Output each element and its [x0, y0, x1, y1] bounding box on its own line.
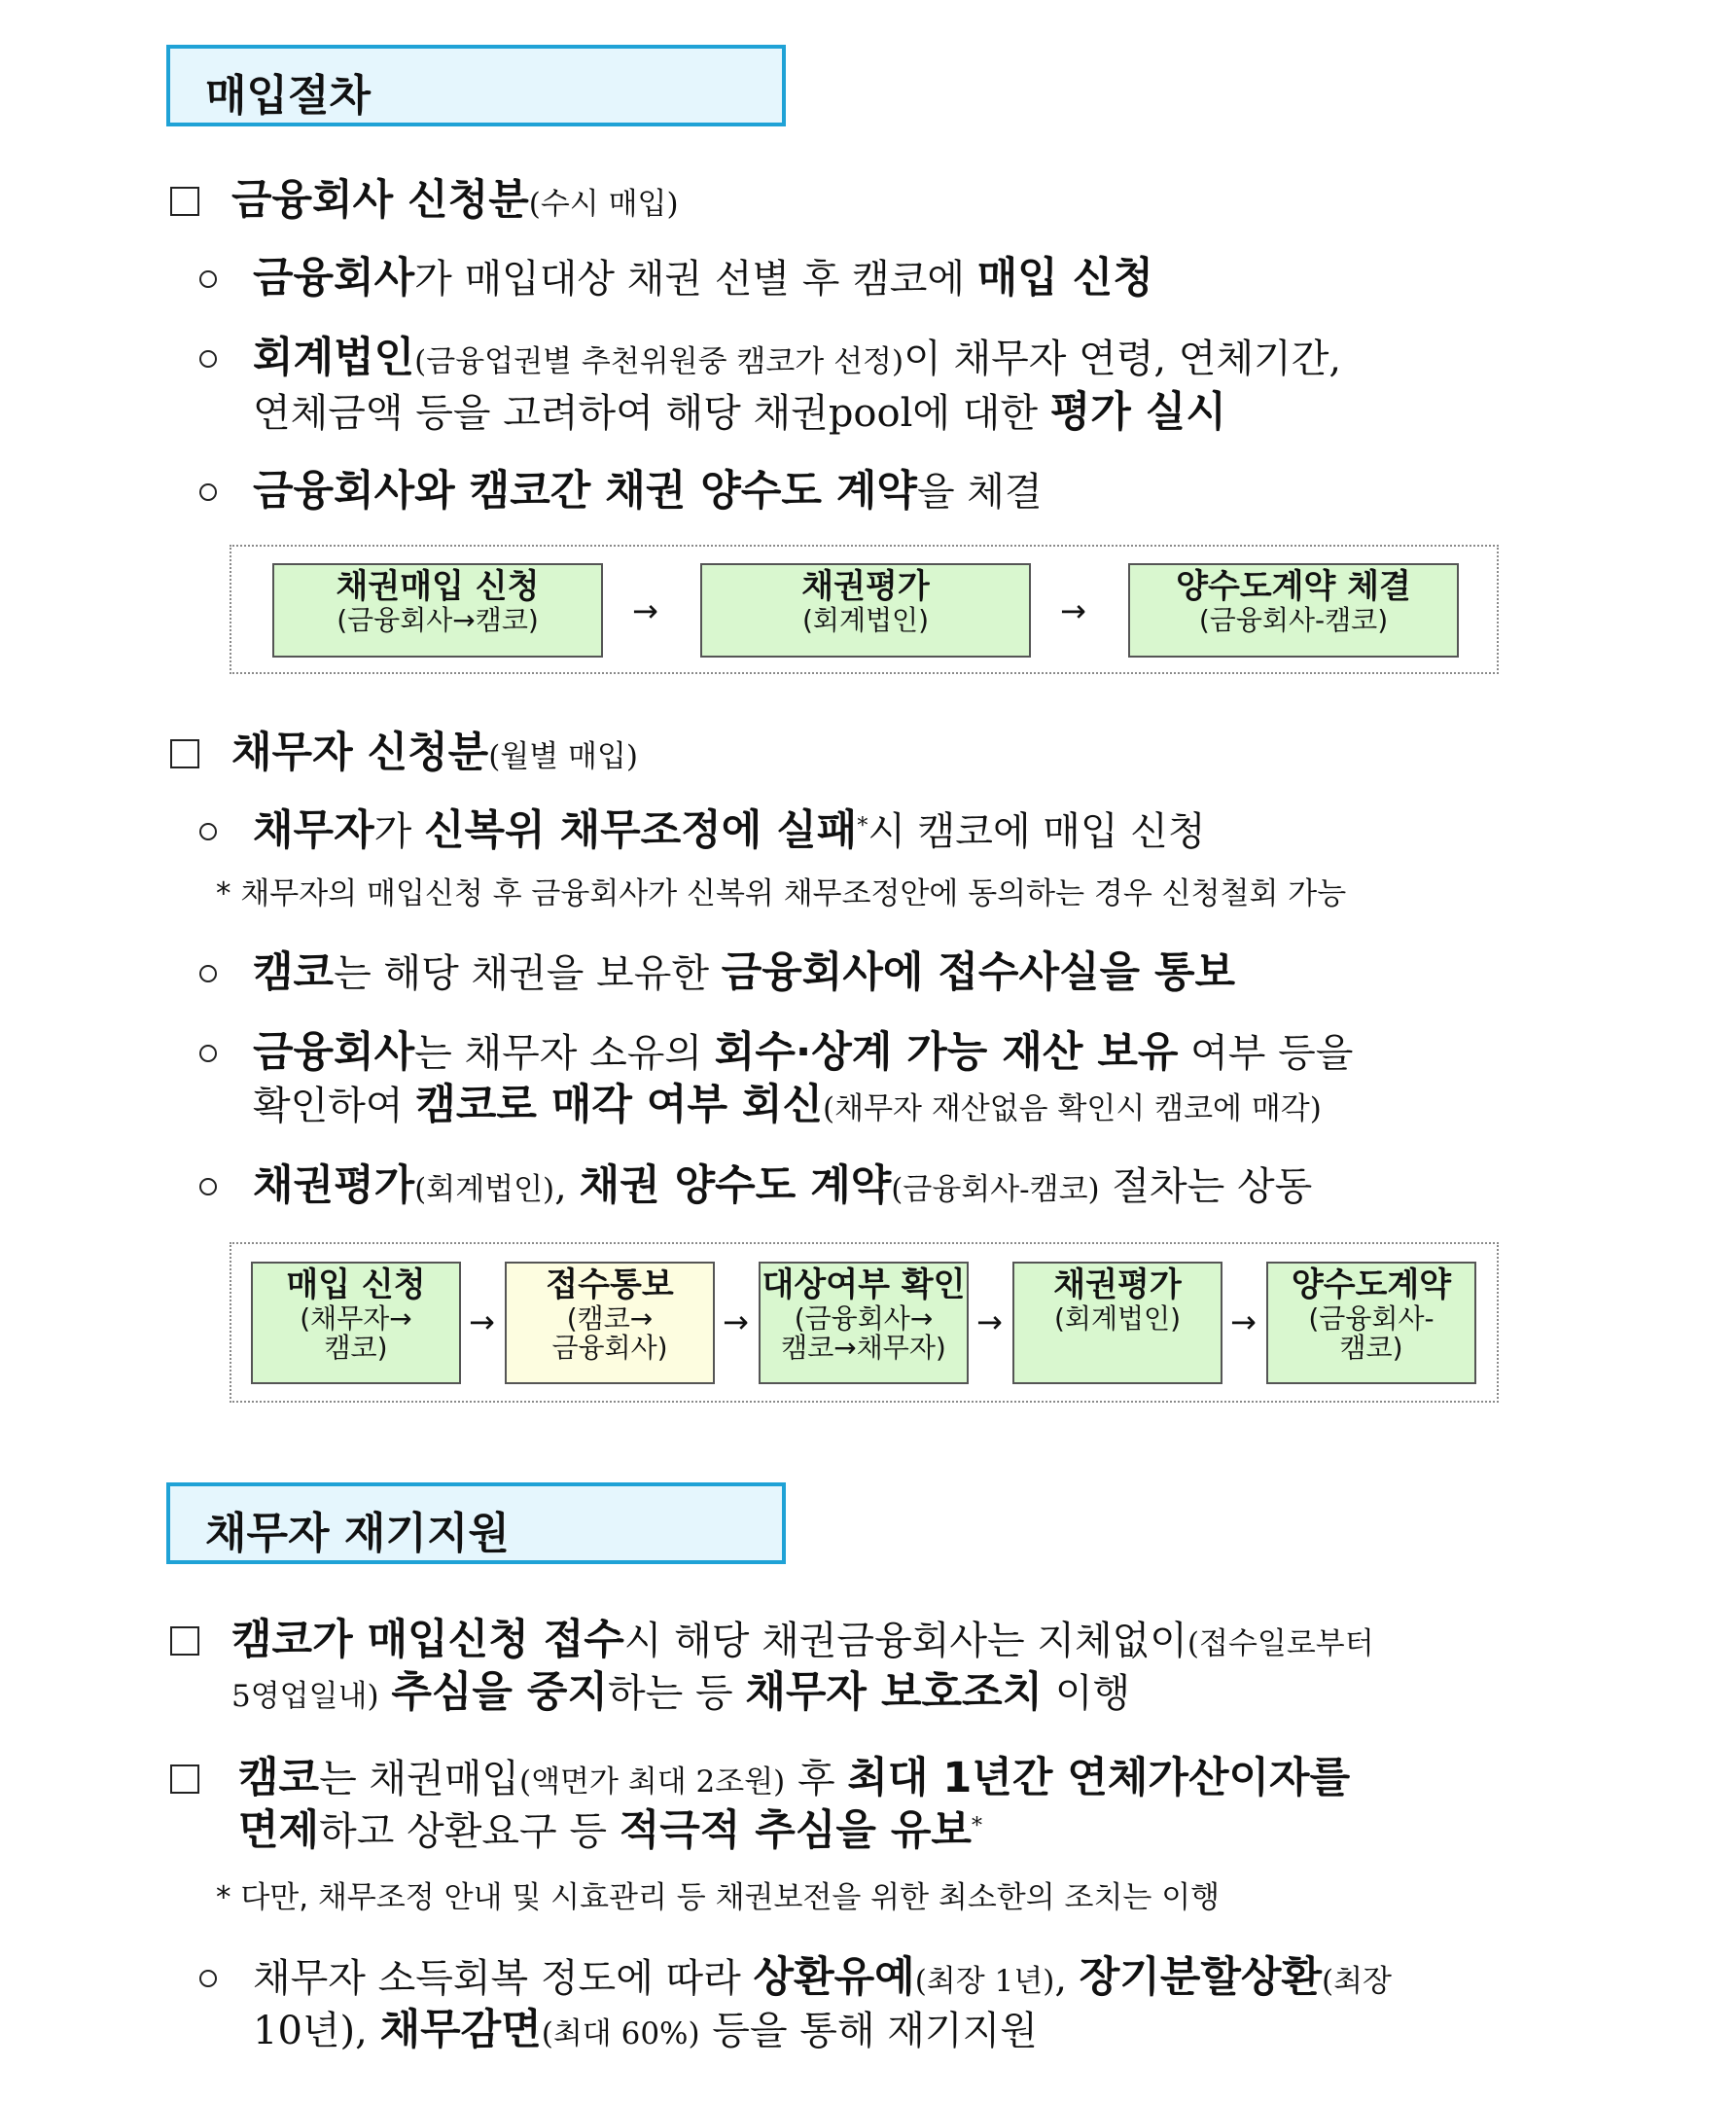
item-accounting-firm-line2: 연체금액 등을 고려하여 해당 채권pool에 대한 평가 실시 — [253, 388, 1226, 437]
flow-step: 대상여부 확인 (금융회사→ 캠코→채무자) — [759, 1262, 969, 1384]
arrow-right-icon: → — [723, 1303, 749, 1340]
circle-bullet-icon — [199, 1045, 217, 1062]
item-rehabilitation: 채무자 소득회복 정도에 따라 상환유예(최장 1년), 장기분할상환(최장 — [253, 1953, 1392, 2002]
bullet-interest-waiver-line2: 면제하고 상환요구 등 적극적 추심을 유보* — [238, 1806, 982, 1855]
section-heading-debtor-support — [166, 1482, 786, 1564]
checkbox-bullet-icon — [170, 1764, 199, 1794]
item-accounting-firm: 회계법인(금융업권별 추천위원중 캠코가 선정)이 채무자 연령, 연체기간, — [253, 334, 1342, 382]
flow-step: 채권평가 (회계법인) — [700, 563, 1031, 658]
item-fin-company-apply: 금융회사가 매입대상 채권 선별 후 캠코에 매입 신청 — [253, 254, 1153, 303]
bullet-stop-collection-line2: 5영업일내) 추심을 중지하는 등 채무자 보호조치 이행 — [231, 1668, 1131, 1717]
checkbox-bullet-icon — [170, 1626, 199, 1656]
arrow-right-icon: → — [469, 1303, 495, 1340]
item-rehabilitation-line2: 10년), 채무감면(최대 60%) 등을 통해 재기지원 — [253, 2006, 1038, 2054]
section-title: 채무자 재기지원 — [205, 1509, 510, 1558]
item-same-procedure: 채권평가(회계법인), 채권 양수도 계약(금융회사-캠코) 절차는 상동 — [253, 1161, 1313, 1210]
arrow-right-icon: → — [1230, 1303, 1257, 1340]
item-debtor-apply: 채무자가 신복위 채무조정에 실패*시 캠코에 매입 신청 — [253, 806, 1206, 855]
circle-bullet-icon — [199, 270, 217, 288]
bullet-stop-collection: 캠코가 매입신청 접수시 해당 채권금융회사는 지체없이(접수일로부터 — [231, 1616, 1374, 1664]
circle-bullet-icon — [199, 1970, 217, 1987]
flow-step: 채권평가 (회계법인) — [1012, 1262, 1222, 1384]
footnote: * 채무자의 매입신청 후 금융회사가 신복위 채무조정안에 동의하는 경우 신청철회 가능 — [216, 876, 1347, 911]
circle-bullet-icon — [199, 1178, 217, 1195]
item-fin-company-check-line2: 확인하여 캠코로 매각 여부 회신(채무자 재산없음 확인시 캠코에 매각) — [253, 1081, 1322, 1129]
bullet-interest-waiver: 캠코는 채권매입(액면가 최대 2조원) 후 최대 1년간 연체가산이자를 — [238, 1754, 1351, 1802]
checkbox-bullet-icon — [170, 187, 199, 216]
flow-diagram-fin-company — [230, 545, 1499, 674]
flow-step: 채권매입 신청 (금융회사→캠코) — [272, 563, 603, 658]
section-title: 매입절차 — [205, 71, 372, 121]
arrow-right-icon: → — [632, 592, 658, 629]
item-kamco-notify: 캠코는 해당 채권을 보유한 금융회사에 접수사실을 통보 — [253, 948, 1236, 997]
flow-diagram-debtor — [230, 1242, 1499, 1403]
arrow-right-icon: → — [976, 1303, 1003, 1340]
flow-step: 매입 신청 (채무자→ 캠코) — [251, 1262, 461, 1384]
item-fin-company-check: 금융회사는 채무자 소유의 회수·상계 가능 재산 보유 여부 등을 — [253, 1028, 1354, 1077]
footnote: * 다만, 채무조정 안내 및 시효관리 등 채권보전을 위한 최소한의 조치는 이행 — [216, 1880, 1221, 1915]
checkbox-bullet-icon — [170, 739, 199, 768]
flow-step: 접수통보 (캠코→ 금융회사) — [505, 1262, 715, 1384]
flow-step: 양수도계약 체결 (금융회사-캠코) — [1128, 563, 1459, 658]
flow-step: 양수도계약 (금융회사- 캠코) — [1266, 1262, 1476, 1384]
circle-bullet-icon — [199, 965, 217, 982]
item-contract: 금융회사와 캠코간 채권 양수도 계약을 체결 — [253, 467, 1043, 516]
bullet-heading-fin-company: 금융회사 신청분(수시 매입) — [231, 176, 679, 225]
section-heading-purchase-procedure — [166, 45, 786, 126]
circle-bullet-icon — [199, 350, 217, 368]
arrow-right-icon: → — [1060, 592, 1086, 629]
circle-bullet-icon — [199, 483, 217, 501]
bullet-heading-debtor: 채무자 신청분(월별 매입) — [231, 729, 639, 777]
circle-bullet-icon — [199, 823, 217, 840]
